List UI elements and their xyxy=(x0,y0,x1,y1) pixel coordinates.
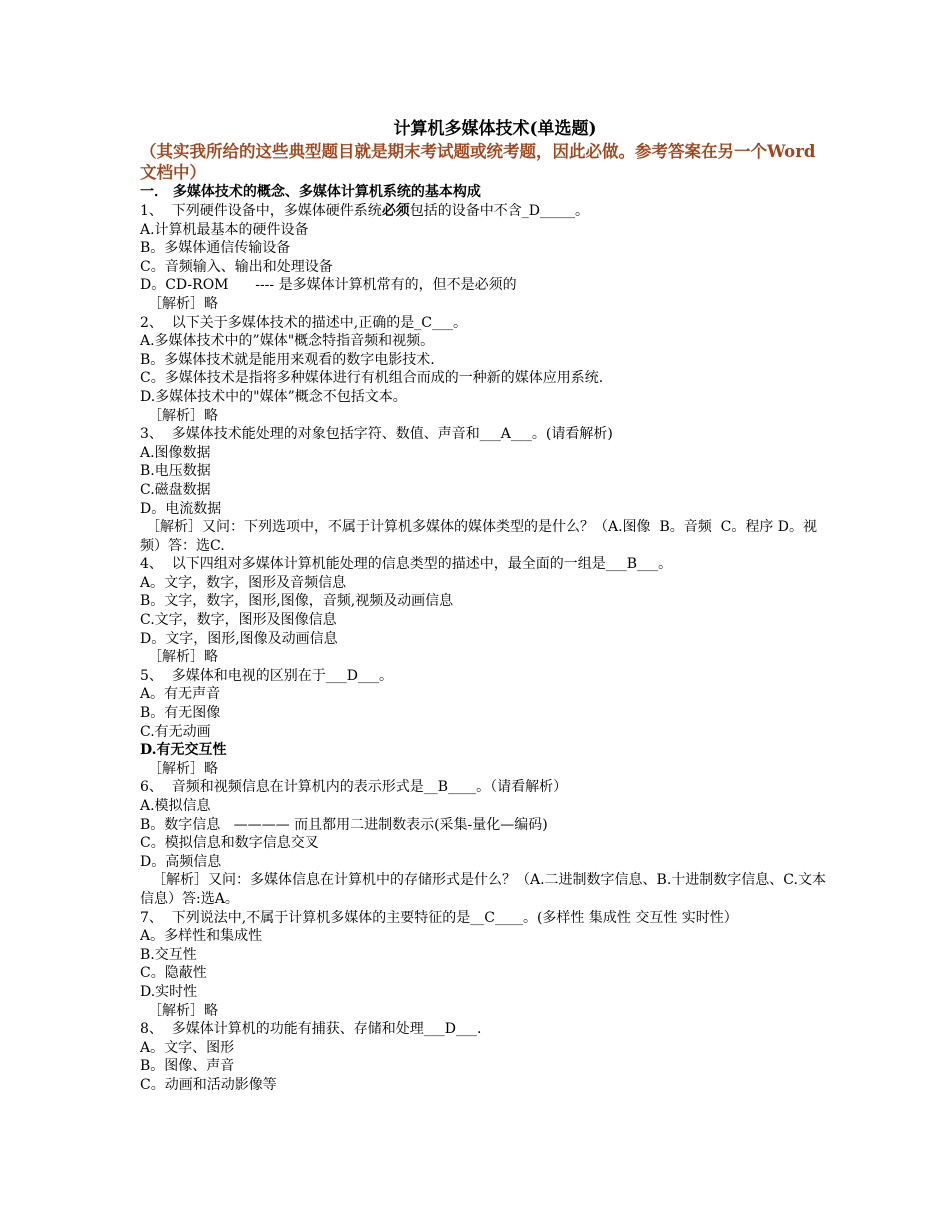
question-6-analysis: ［解析］又问：多媒体信息在计算机中的存储形式是什么？（A.二进制数字信息、B.十进制数字信息、C.文本信息）答:选A。 xyxy=(140,872,826,907)
question-6-option-b: B。数字信息 ———— 而且都用二进制数表示(采集-量化—编码) xyxy=(140,816,548,833)
question-3-option-d: D。电流数据 xyxy=(140,500,222,517)
question-8-option-c: C。动画和活动影像等 xyxy=(140,1076,277,1093)
question-2-option-c: C。多媒体技术是指将多种媒体进行有机组合而成的一种新的媒体应用系统. xyxy=(140,370,604,387)
question-6-option-a: A.模拟信息 xyxy=(140,798,211,814)
question-8-stem: 8、 多媒体计算机的功能有捕获、存储和处理___D___. xyxy=(140,1021,482,1038)
document-page xyxy=(140,118,830,1095)
question-7-option-a: A。多样性和集成性 xyxy=(140,928,263,945)
question-3-option-b: B.电压数据 xyxy=(140,463,211,480)
question-4-option-c: C.文字，数字，图形及图像信息 xyxy=(140,612,337,629)
emphasis-text: 必须 xyxy=(381,203,410,219)
instruction-note: （其实我所给的这些典型题目就是期末考试题或统考题，因此必做。参考答案在另一个Word文档中） xyxy=(140,142,816,182)
document-title: 计算机多媒体技术(单选题) xyxy=(393,119,597,139)
question-5-option-d: D.有无交互性 xyxy=(140,742,227,759)
question-3-analysis: ［解析］又问：下列选项中，不属于计算机多媒体的媒体类型的是什么？（A.图像 B。音频 C。程序 D。视频）答：选C. xyxy=(140,519,818,554)
question-6-option-d: D。高频信息 xyxy=(140,853,222,870)
question-3-option-c: C.磁盘数据 xyxy=(140,481,211,498)
question-4-option-b: B。文字，数字，图形,图像，音频,视频及动画信息 xyxy=(140,593,454,610)
question-2-option-a: A.多媒体技术中的”媒体"概念特指音频和视频。 xyxy=(140,333,435,350)
question-7-option-b: B.交互性 xyxy=(140,946,197,963)
question-7-option-c: C。隐蔽性 xyxy=(140,965,207,982)
question-8-option-b: B。图像、声音 xyxy=(140,1058,235,1075)
question-7-option-d: D.实时性 xyxy=(140,983,198,1000)
section-heading: 一． 多媒体技术的概念、多媒体计算机系统的基本构成 xyxy=(140,184,481,200)
question-4-option-a: A。文字，数字，图形及音频信息 xyxy=(140,574,347,591)
question-3-stem: 3、 多媒体技术能处理的对象包括字符、数值、声音和___A___。(请看解析) xyxy=(140,426,613,443)
question-6-option-c: C。模拟信息和数字信息交叉 xyxy=(140,835,319,852)
question-1-option-c: C。音频输入、输出和处理设备 xyxy=(140,258,333,275)
question-1-option-d: D。CD-ROM ---- 是多媒体计算机常有的，但不是必须的 xyxy=(140,277,517,294)
question-7-analysis: ［解析］略 xyxy=(148,1002,218,1019)
question-5-option-a: A。有无声音 xyxy=(140,686,221,703)
question-5-stem: 5、 多媒体和电视的区别在于___D___。 xyxy=(140,667,394,684)
question-1-analysis: ［解析］略 xyxy=(148,295,218,312)
question-4-analysis: ［解析］略 xyxy=(148,649,218,666)
question-1-option-a: A.计算机最基本的硬件设备 xyxy=(140,221,309,238)
question-3-option-a: A.图像数据 xyxy=(140,444,211,461)
question-5-option-c: C.有无动画 xyxy=(140,723,211,740)
question-2-analysis: ［解析］略 xyxy=(148,407,218,424)
question-6-stem: 6、 音频和视频信息在计算机内的表示形式是__B____。（请看解析） xyxy=(140,779,568,796)
question-1-stem: 1、 下列硬件设备中，多媒体硬件系统必须包括的设备中不含_D_____。 xyxy=(140,203,590,219)
question-5-analysis: ［解析］略 xyxy=(148,760,218,777)
question-5-option-b: B。有无图像 xyxy=(140,705,221,722)
question-2-option-d: D.多媒体技术中的"媒体”概念不包括文本。 xyxy=(140,388,407,405)
question-4-stem: 4、 以下四组对多媒体计算机能处理的信息类型的描述中，最全面的一组是___B___。 xyxy=(140,556,673,573)
question-2-stem: 2、 以下关于多媒体技术的描述中,正确的是_C___。 xyxy=(140,314,467,331)
question-1-option-b: B。多媒体通信传输设备 xyxy=(140,240,291,257)
question-2-option-b: B。多媒体技术就是能用来观看的数字电影技术. xyxy=(140,351,435,368)
question-8-option-a: A。文字、图形 xyxy=(140,1039,235,1056)
question-7-stem: 7、 下列说法中,不属于计算机多媒体的主要特征的是__C____。(多样性 集成性 交互性 实时性） xyxy=(140,909,738,926)
question-4-option-d: D。文字，图形,图像及动画信息 xyxy=(140,630,338,647)
